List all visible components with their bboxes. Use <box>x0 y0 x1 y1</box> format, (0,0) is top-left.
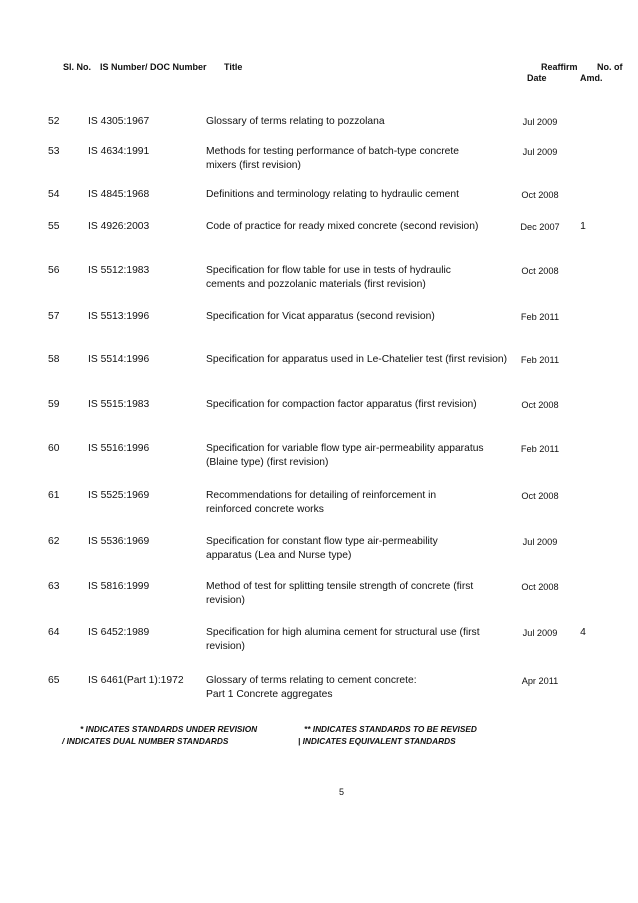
row-sl-no: 63 <box>48 581 60 592</box>
row-amendments: 4 <box>580 627 586 638</box>
legend-under-revision: * INDICATES STANDARDS UNDER REVISION <box>80 724 258 734</box>
row-is-number: IS 4845:1968 <box>88 189 150 200</box>
row-title: Specification for compaction factor apparatus (first revision) <box>206 399 477 410</box>
row-reaffirm-date: Dec 2007 <box>520 222 560 232</box>
row-reaffirm-date: Jul 2009 <box>522 537 558 547</box>
row-title: Specification for variable flow type air-permeability apparatus (Blaine type) (first revision) <box>206 443 484 468</box>
row-reaffirm-date: Oct 2008 <box>521 491 559 501</box>
row-reaffirm-date: Jul 2009 <box>522 628 558 638</box>
row-reaffirm-date: Feb 2011 <box>520 444 560 454</box>
row-title: Method of test for splitting tensile strength of concrete (first revision) <box>206 581 474 606</box>
legend-dual-number: / INDICATES DUAL NUMBER STANDARDS <box>62 736 229 746</box>
header-title: Title <box>224 62 243 72</box>
row-reaffirm-date: Jul 2009 <box>522 147 558 157</box>
row-title: Specification for high alumina cement for structural use (first revision) <box>206 627 480 652</box>
row-title: Code of practice for ready mixed concrete (second revision) <box>206 221 479 232</box>
row-title: Recommendations for detailing of reinforcement in reinforced concrete works <box>206 490 437 515</box>
row-reaffirm-date: Oct 2008 <box>521 266 559 276</box>
row-title: Methods for testing performance of batch-type concrete mixers (first revision) <box>206 146 459 171</box>
header-reaffirm: Reaffirm <box>541 62 578 72</box>
row-title: Specification for apparatus used in Le-Chatelier test (first revision) <box>206 354 508 365</box>
row-reaffirm-date: Jul 2009 <box>522 117 558 127</box>
row-is-number: IS 4634:1991 <box>88 146 150 157</box>
row-sl-no: 64 <box>48 627 60 638</box>
row-reaffirm-date: Feb 2011 <box>520 312 560 322</box>
row-is-number: IS 5516:1996 <box>88 443 150 454</box>
row-sl-no: 57 <box>48 311 60 322</box>
row-is-number: IS 4926:2003 <box>88 221 150 232</box>
legend-to-be-revised: ** INDICATES STANDARDS TO BE REVISED <box>304 724 477 734</box>
row-title: Definitions and terminology relating to hydraulic cement <box>206 189 459 200</box>
row-is-number: IS 6461(Part 1):1972 <box>88 675 184 686</box>
row-reaffirm-date: Oct 2008 <box>521 190 559 200</box>
row-title: Specification for Vicat apparatus (second revision) <box>206 311 435 322</box>
row-is-number: IS 5536:1969 <box>88 536 150 547</box>
row-sl-no: 59 <box>48 399 60 410</box>
row-sl-no: 58 <box>48 354 60 365</box>
row-sl-no: 56 <box>48 265 60 276</box>
row-sl-no: 55 <box>48 221 60 232</box>
row-sl-no: 53 <box>48 146 60 157</box>
row-reaffirm-date: Apr 2011 <box>521 676 559 686</box>
legend-equivalent: | INDICATES EQUIVALENT STANDARDS <box>298 736 456 746</box>
header-date: Date <box>527 73 547 83</box>
row-sl-no: 52 <box>48 116 60 127</box>
row-amendments: 1 <box>580 221 586 232</box>
page-number: 5 <box>339 787 345 797</box>
header-sl-no: Sl. No. <box>63 62 92 72</box>
row-sl-no: 62 <box>48 536 60 547</box>
row-title: Specification for flow table for use in tests of hydraulic cements and pozzolanic materials (first revision) <box>206 265 451 290</box>
row-sl-no: 60 <box>48 443 60 454</box>
row-is-number: IS 5512:1983 <box>88 265 150 276</box>
row-is-number: IS 5514:1996 <box>88 354 150 365</box>
row-reaffirm-date: Feb 2011 <box>520 355 560 365</box>
row-is-number: IS 5513:1996 <box>88 311 150 322</box>
row-reaffirm-date: Oct 2008 <box>521 582 559 592</box>
row-sl-no: 61 <box>48 490 60 501</box>
row-title: Specification for constant flow type air-permeability apparatus (Lea and Nurse type) <box>206 536 438 561</box>
row-is-number: IS 5515:1983 <box>88 399 150 410</box>
row-is-number: IS 5816:1999 <box>88 581 150 592</box>
row-is-number: IS 6452:1989 <box>88 627 150 638</box>
row-is-number: IS 5525:1969 <box>88 490 150 501</box>
row-sl-no: 65 <box>48 675 60 686</box>
header-is-number: IS Number/ DOC Number <box>100 62 207 72</box>
row-reaffirm-date: Oct 2008 <box>521 400 559 410</box>
row-title: Glossary of terms relating to pozzolana <box>206 116 385 127</box>
row-title: Glossary of terms relating to cement concrete: Part 1 Concrete aggregates <box>206 675 417 700</box>
row-sl-no: 54 <box>48 189 60 200</box>
header-no-of: No. of <box>597 62 623 72</box>
header-amd: Amd. <box>580 73 603 83</box>
row-is-number: IS 4305:1967 <box>88 116 150 127</box>
